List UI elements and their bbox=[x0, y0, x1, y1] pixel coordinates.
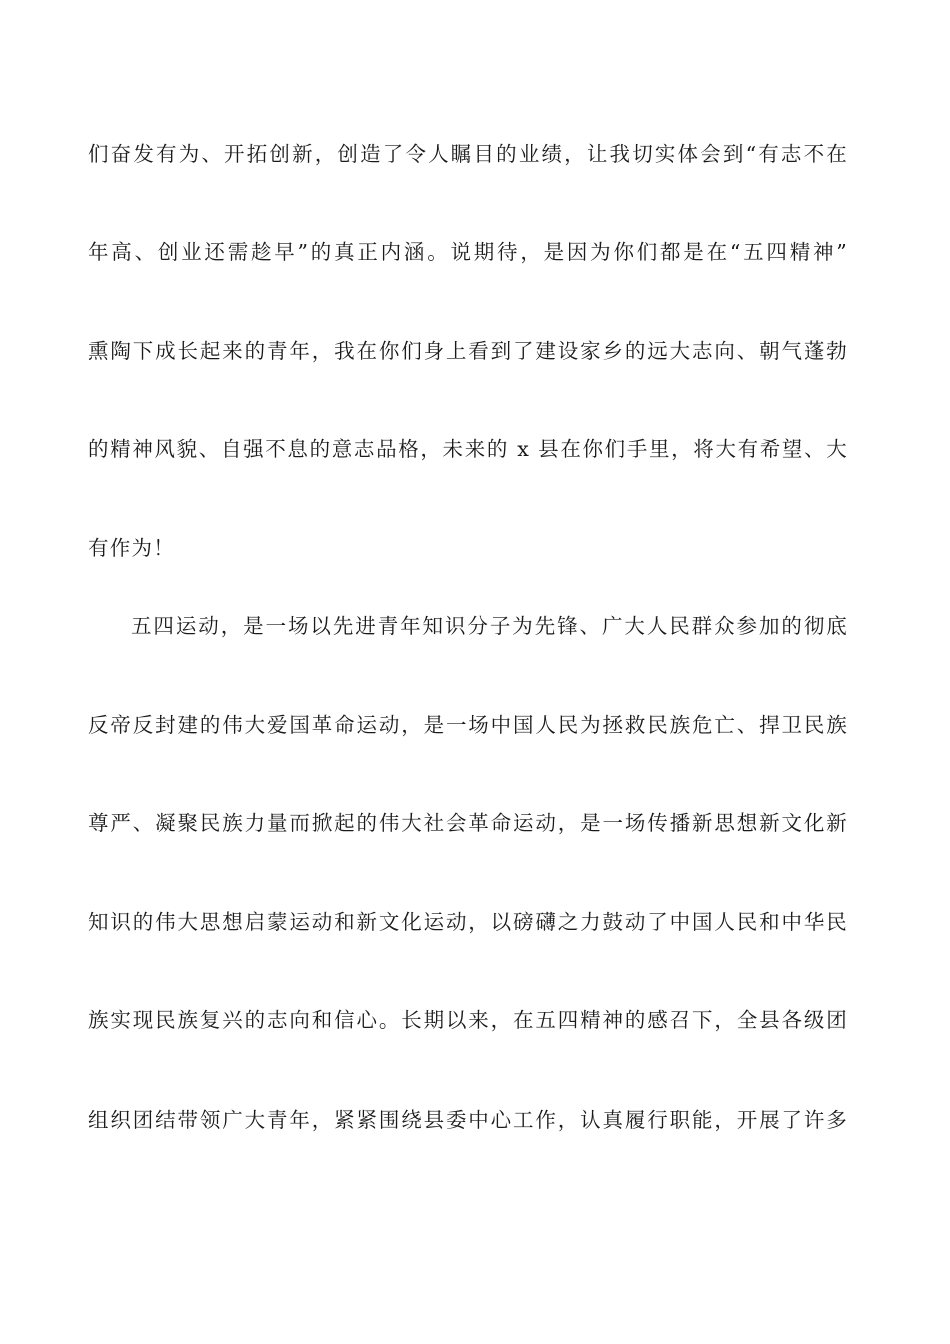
paragraph-1-line-2: 年高、创业还需趁早”的真正内涵。说期待，是因为你们都是在“五四精神” bbox=[88, 240, 848, 264]
paragraph-2-line-2: 反帝反封建的伟大爱国革命运动，是一场中国人民为拯救民族危亡、捍卫民族 bbox=[88, 713, 848, 737]
paragraph-2-line-6: 组织团结带领广大青年，紧紧围绕县委中心工作，认真履行职能，开展了许多 bbox=[88, 1108, 848, 1132]
paragraph-1-line-3: 熏陶下成长起来的青年，我在你们身上看到了建设家乡的远大志向、朝气蓬勃 bbox=[88, 339, 848, 363]
paragraph-2-line-1: 五四运动，是一场以先进青年知识分子为先锋、广大人民群众参加的彻底 bbox=[131, 614, 848, 638]
paragraph-1-line-4: 的精神风貌、自强不息的意志品格，未来的 x 县在你们手里，将大有希望、大 bbox=[88, 437, 848, 461]
paragraph-2-line-4: 知识的伟大思想启蒙运动和新文化运动，以磅礴之力鼓动了中国人民和中华民 bbox=[88, 910, 848, 934]
paragraph-1-line-5: 有作为！ bbox=[88, 536, 175, 560]
paragraph-2-line-5: 族实现民族复兴的志向和信心。长期以来，在五四精神的感召下，全县各级团 bbox=[88, 1008, 848, 1032]
paragraph-2-line-3: 尊严、凝聚民族力量而掀起的伟大社会革命运动，是一场传播新思想新文化新 bbox=[88, 811, 848, 835]
paragraph-1-line-1: 们奋发有为、开拓创新，创造了令人瞩目的业绩，让我切实体会到“有志不在 bbox=[88, 142, 848, 166]
